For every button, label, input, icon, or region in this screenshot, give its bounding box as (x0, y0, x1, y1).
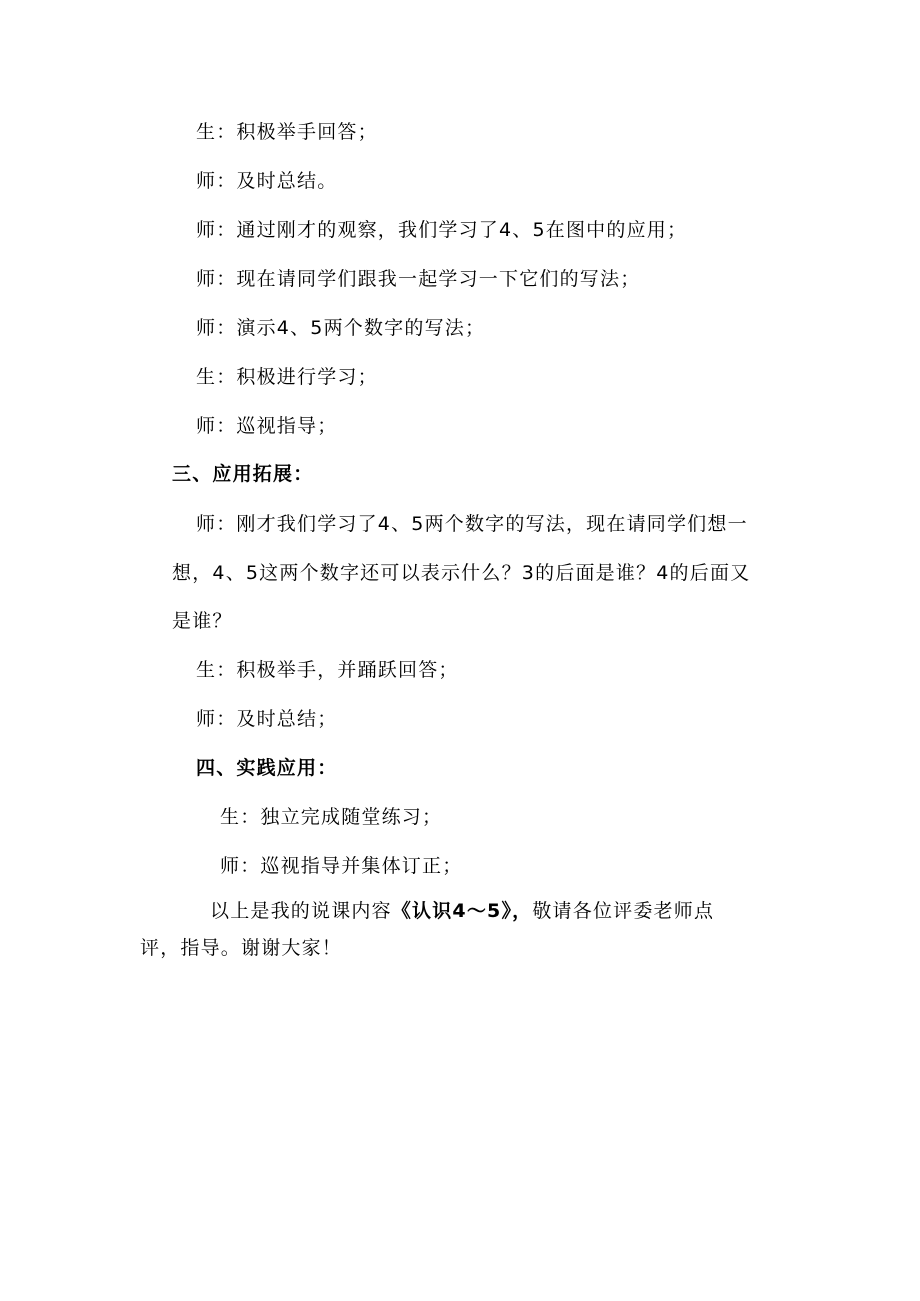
body-line: 生：独立完成随堂练习； (220, 806, 443, 828)
body-line: 师：及时总结； (196, 708, 338, 730)
closing-line-2: 评，指导。谢谢大家！ (140, 937, 343, 959)
body-line: 生：积极进行学习； (196, 366, 378, 388)
lesson-title: 《认识4～5》， (391, 900, 533, 922)
closing-prefix: 以上是我的说课内容 (210, 900, 392, 922)
body-line: 生：积极举手，并踊跃回答； (196, 659, 459, 681)
section-heading-4: 四、实践应用： (196, 757, 338, 779)
body-line: 师：现在请同学们跟我一起学习一下它们的写法； (196, 268, 641, 290)
body-line: 师：及时总结。 (196, 170, 338, 192)
body-line: 生：积极举手回答； (196, 121, 378, 143)
body-line: 师：通过刚才的观察，我们学习了4、5在图中的应用； (196, 219, 688, 241)
section-heading-3: 三、应用拓展： (172, 463, 314, 485)
closing-line (210, 898, 714, 924)
body-line: 师：巡视指导并集体订正； (220, 855, 463, 877)
paragraph-line: 师：刚才我们学习了4、5两个数字的写法，现在请同学们想一 (196, 513, 748, 535)
paragraph-line: 是谁？ (172, 610, 233, 632)
closing-suffix: 敬请各位评委老师点 (532, 900, 715, 922)
body-line: 师：演示4、5两个数字的写法； (196, 317, 486, 339)
body-line: 师：巡视指导； (196, 415, 338, 437)
paragraph-line: 想，4、5这两个数字还可以表示什么？3的后面是谁？4的后面又 (172, 562, 751, 584)
